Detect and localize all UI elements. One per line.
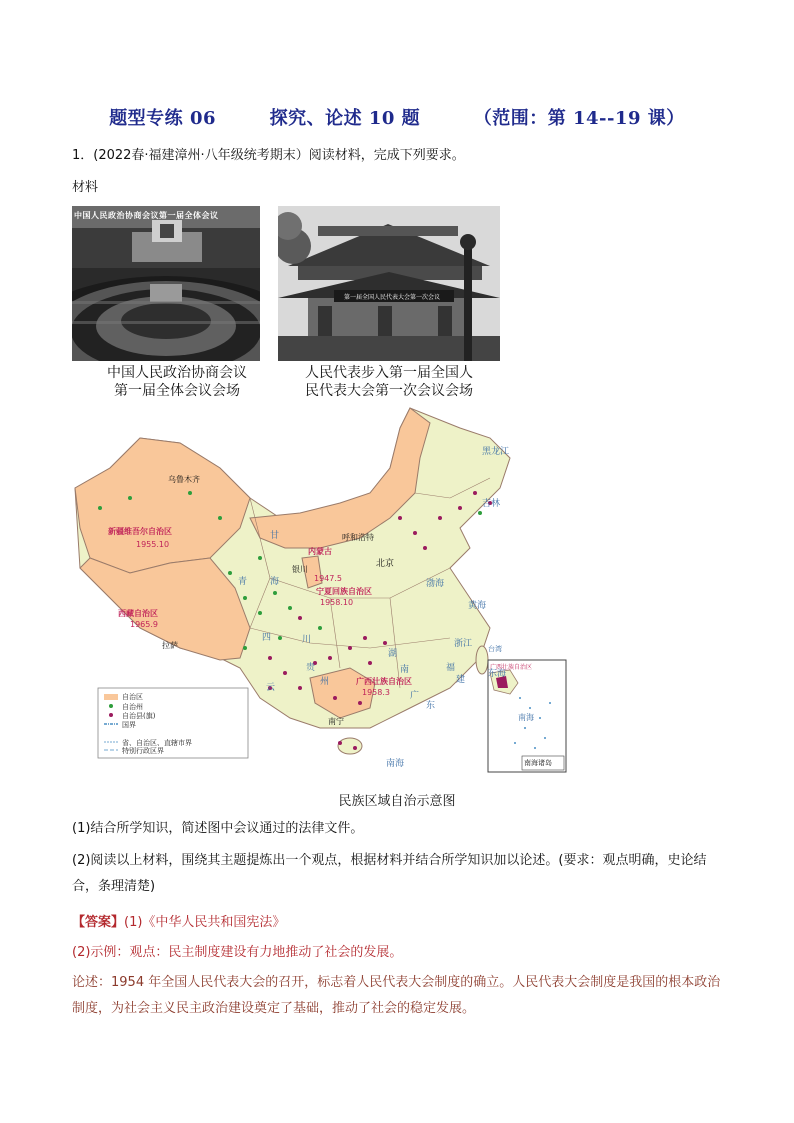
city-lhasa: 拉萨 (162, 641, 178, 650)
title-part2: 探究、论述 10 题 (269, 108, 421, 129)
province-si: 四 (262, 633, 272, 643)
region-neimenggu: 内蒙古 (308, 547, 332, 556)
province-yun: 云 (266, 683, 276, 693)
province-hai: 海 (270, 577, 280, 587)
province-jian: 建 (456, 675, 466, 685)
photo-npc-hall (278, 206, 500, 361)
answer-1-text: (1)《中华人民共和国宪法》 (124, 915, 286, 930)
sea-bohai: 渤海 (426, 579, 445, 589)
region-xizang: 西藏自治区 (118, 609, 158, 618)
inset-title: 广西壮族自治区 (490, 664, 533, 671)
province-zhou: 州 (320, 677, 330, 687)
city-beijing: 北京 (376, 559, 395, 569)
photo2-banner: 第一届全国人民代表大会第一次会议 (344, 294, 441, 301)
legend-county: 自治县(旗) (122, 712, 156, 720)
title-part3: （范围：第 14--19 课） (473, 108, 685, 129)
legend-sar-border: 特别行政区界 (122, 747, 164, 755)
inset-islands: 南海诸岛 (524, 759, 552, 767)
material-label: 材料 (72, 180, 99, 195)
province-gan: 甘 (270, 531, 280, 541)
province-heilongjiang: 黑龙江 (482, 447, 510, 457)
answer-1 (72, 910, 732, 936)
photo2-caption (278, 364, 500, 400)
sea-donghai: 东海 (488, 669, 507, 679)
photo-cppcc-image (72, 206, 260, 361)
city-hohhot: 呼和浩特 (342, 533, 374, 542)
region-ningxia: 宁夏回族自治区 (316, 587, 372, 596)
photo2-caption-line2: 民代表大会第一次会议会场 (305, 383, 473, 399)
legend-prefecture: 自治州 (122, 703, 143, 711)
region-guangxi: 广西壮族自治区 (356, 677, 412, 686)
inset-sea: 南海 (518, 713, 534, 722)
province-taiwan: 台湾 (488, 645, 502, 653)
province-zhejiang: 浙江 (454, 639, 473, 649)
city-nanning: 南宁 (328, 717, 344, 726)
province-jilin: 吉林 (482, 499, 501, 509)
province-gui: 贵 (306, 663, 316, 673)
region-guangxi-date: 1958.3 (362, 688, 390, 697)
map-caption: 民族区域自治示意图 (338, 794, 456, 809)
subquestion-2: (2)阅读以上材料，围绕其主题提炼出一个观点，根据材料并结合所学知识加以论述。(要求：观点明确，史论结合，条理清楚) (72, 853, 707, 894)
legend-national-border: 国界 (122, 721, 136, 729)
region-neimenggu-date: 1947.5 (314, 574, 342, 583)
sea-huanghai: 黄海 (468, 601, 487, 611)
photo-npc-image (278, 206, 500, 361)
region-xinjiang: 新疆维吾尔自治区 (108, 527, 172, 536)
photo1-caption-line1: 中国人民政治协商会议 (107, 365, 247, 381)
photo2-caption-line1: 人民代表步入第一届全国人 (305, 365, 473, 381)
province-qing: 青 (238, 577, 248, 587)
answer-key-label: 【答案】 (72, 915, 125, 930)
region-xinjiang-date: 1955.10 (136, 540, 170, 549)
answer-2: (2)示例：观点：民主制度建设有力地推动了社会的发展。 (72, 945, 403, 960)
province-dong: 东 (426, 701, 436, 711)
region-xizang-date: 1965.9 (130, 620, 158, 629)
province-fu: 福 (446, 663, 456, 673)
page-title (0, 104, 794, 130)
city-yinchuan: 银川 (292, 565, 308, 574)
legend-autonomous-region: 自治区 (122, 693, 143, 701)
subquestion-1: (1)结合所学知识，简述图中会议通过的法律文件。 (72, 821, 364, 836)
photo1-caption-line2: 第一届全体会议会场 (114, 383, 240, 399)
region-ningxia-date: 1958.10 (320, 598, 354, 607)
sea-nanhai: 南海 (386, 759, 405, 769)
autonomy-map (70, 398, 570, 788)
province-hu: 湖 (388, 649, 398, 659)
province-chuan: 川 (302, 635, 312, 645)
photo1-caption (72, 364, 282, 400)
title-part1: 题型专练 06 (109, 108, 217, 129)
answer-3: 论述：1954 年全国人民代表大会的召开，标志着人民代表大会制度的确立。人民代表大会制度是我国的根本政治制度，为社会主义民主政治建设奠定了基础，推动了社会的稳定发展。 (72, 975, 721, 1016)
question-intro: 1．(2022春·福建漳州·八年级统考期末）阅读材料，完成下列要求。 (72, 148, 465, 163)
legend-province-border: 省、自治区、直辖市界 (122, 739, 192, 747)
photo1-banner: 中国人民政治协商会议第一届全体会议 (74, 211, 219, 220)
city-urumqi: 乌鲁木齐 (168, 475, 200, 484)
province-nan: 南 (400, 665, 410, 675)
province-guang: 广 (410, 691, 420, 701)
photo-cppcc-hall (72, 206, 260, 361)
